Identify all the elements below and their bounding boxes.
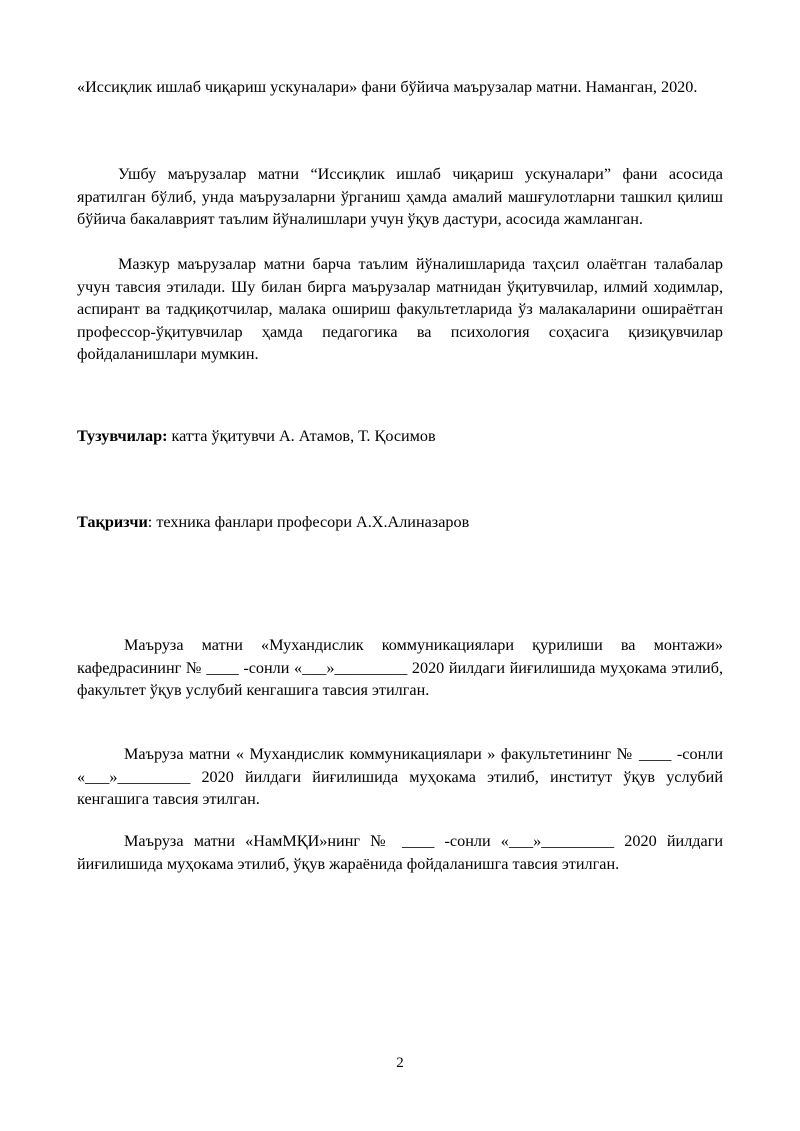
approval-paragraph-institute: Маъруза матни «НамМҚИ»нинг № ____ -сонли «___»_________ 2020 йилдаги йиғилишида муҳокама этилиб, ўқув жараёнида фойдаланишга тавсия этилган.	[77, 832, 723, 873]
reviewer-line	[77, 511, 723, 534]
reviewer-label: Тақризчи	[77, 513, 148, 531]
authors-value: катта ўқитувчи А. Атамов, Т. Қосимов	[167, 427, 436, 445]
page-number: 2	[396, 1055, 404, 1071]
authors-label: Тузувчилар:	[77, 427, 168, 445]
intro-paragraph-2: Мазкур маърузалар матни барча таълим йўналишларида таҳсил олаётган талабалар учун тавсия этилади. Шу билан бирга маърузалар матнидан ўқитувчилар, илмий ходимлар, аспирант ва тадқиқотчилар, малака ошириш факультетларида ўз малакаларини ошираётган профессор-ўқитувчилар ҳамда педагогика ва психология соҳасига қизиқувчилар фойдаланишлари мумкин.	[77, 255, 723, 363]
reviewer-value: : техника фанлари професори А.Х.Алиназаров	[147, 513, 470, 531]
document-header: «Иссиқлик ишлаб чиқариш ускуналари» фани бўйича маърузалар матни. Наманган, 2020.	[77, 78, 698, 96]
authors-line	[77, 425, 723, 448]
approval-paragraph-faculty: Маъруза матни « Мухандислик коммуникациялари » факультетининг № ____ -сонли «___»_________ 2020 йилдаги йиғилишида муҳокама этилиб, институт ўқув услубий кенгашига тавсия этилган.	[77, 745, 723, 808]
intro-paragraph-1: Ушбу маърузалар матни “Иссиқлик ишлаб чиқариш ускуналари” фани асосида яратилган бўлиб, унда маърузаларни ўрганиш ҳамда амалий машғулотларни ташкил қилиш бўйича бакалаврият таълим йўналишлари учун ўқув дастури, асосида жамланган.	[77, 165, 723, 228]
approval-paragraph-department: Маъруза матни «Мухандислик коммуникациялари қурилиши ва монтажи» кафедрасининг № ____ -сонли «___»_________ 2020 йилдаги йиғилишида муҳокама этилиб, факультет ўқув услубий кенгашига тавсия этилган.	[77, 636, 723, 699]
